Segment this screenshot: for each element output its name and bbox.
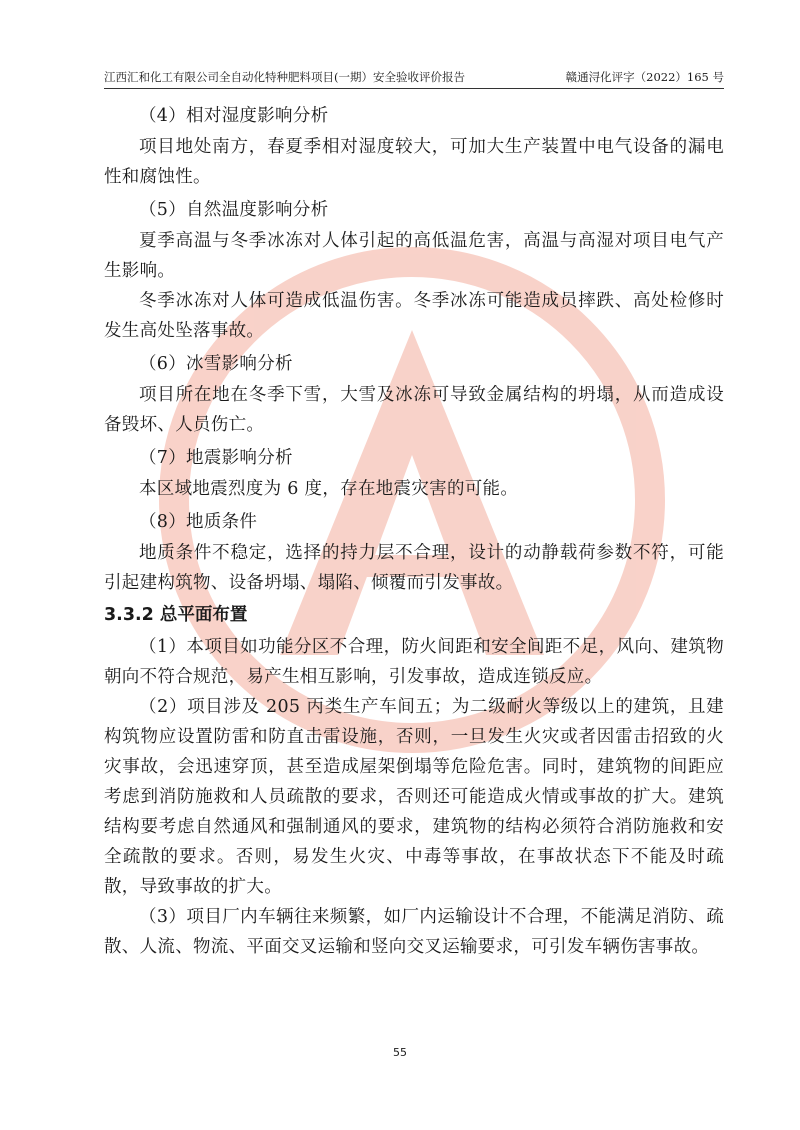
paragraph: 项目所在地在冬季下雪，大雪及冰冻可导致金属结构的坍塌，从而造成设备毁坏、人员伤亡。 (104, 385, 724, 435)
paragraph: （1）本项目如功能分区不合理，防火间距和安全间距不足，风向、建筑物朝向不符合规范，易产生相互影响，引发事故，造成连锁反应。 (104, 637, 724, 687)
paragraph: 夏季高温与冬季冰冻对人体引起的高低温危害，高温与高湿对项目电气产生影响。 (104, 231, 724, 281)
heading-temperature: （5）自然温度影响分析 (139, 200, 329, 220)
paragraph: 冬季冰冻对人体可造成低温伤害。冬季冰冻可能造成员摔跌、高处检修时发生高处坠落事故。 (104, 291, 724, 341)
paragraph: 项目地处南方，春夏季相对湿度较大，可加大生产装置中电气设备的漏电性和腐蚀性。 (104, 137, 724, 187)
paragraph: （3）项目厂内车辆往来频繁，如厂内运输设计不合理，不能满足消防、疏散、人流、物流、平面交叉运输和竖向交叉运输要求，可引发车辆伤害事故。 (104, 907, 724, 957)
section-heading-site-layout: 3.3.2 总平面布置 (104, 605, 248, 625)
header-report-title: 江西汇和化工有限公司全自动化特种肥料项目(一期）安全验收评价报告 (104, 70, 465, 84)
header-report-number: 赣通浔化评字（2022）165 号 (565, 70, 724, 84)
paragraph: 本区域地震烈度为 6 度，存在地震灾害的可能。 (139, 479, 519, 499)
paragraph: 地质条件不稳定，选择的持力层不合理，设计的动静载荷参数不符，可能引起建构筑物、设备坍塌、塌陷、倾覆而引发事故。 (104, 543, 724, 593)
paragraph: （2）项目涉及 205 丙类生产车间五；为二级耐火等级以上的建筑，且建构筑物应设置防雷和防直击雷设施，否则，一旦发生火灾或者因雷击招致的火灾事故，会迅速穿顶，甚至造成屋架倒塌等危险危害。同时，建筑物的间距应考虑到消防施救和人员疏散的要求，否则还可能造成火情或事故的扩大。建筑结构要考虑自然通风和强制通风的要求，建筑物的结构必须符合消防施救和安全疏散的要求。否则，易发生火灾、中毒等事故，在事故状态下不能及时疏散，导致事故的扩大。 (104, 697, 724, 897)
heading-humidity: （4）相对湿度影响分析 (139, 106, 329, 126)
heading-snow: （6）冰雪影响分析 (139, 354, 293, 374)
page-number: 55 (393, 1046, 407, 1059)
heading-geology: （8）地质条件 (139, 512, 258, 532)
page-header (104, 68, 724, 89)
page-body (104, 98, 724, 962)
heading-earthquake: （7）地震影响分析 (139, 448, 293, 468)
